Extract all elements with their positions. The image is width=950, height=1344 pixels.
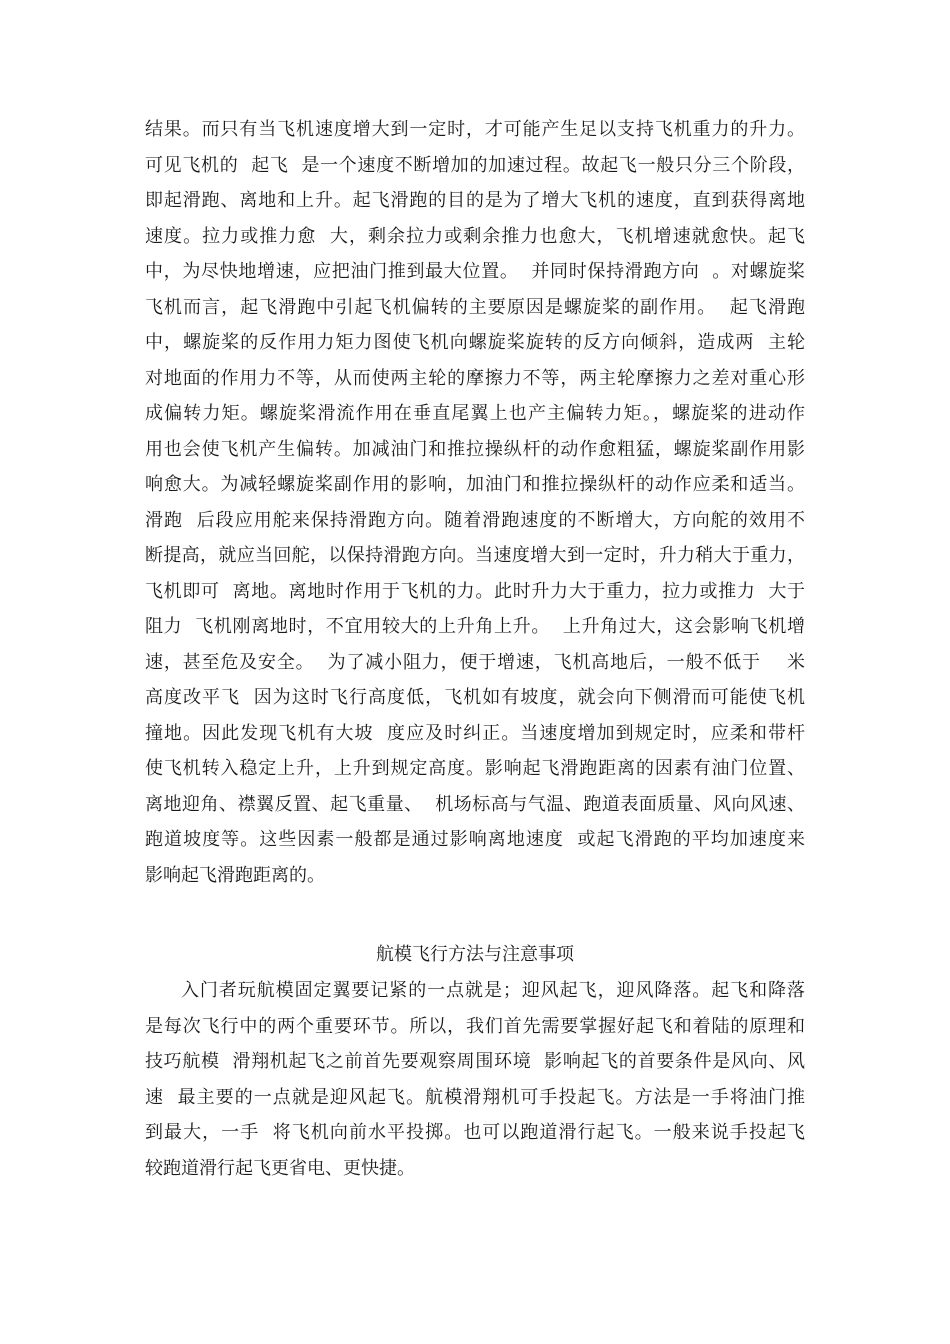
paragraph-model-flight bbox=[145, 973, 805, 1186]
text-line: 高度改平飞 因为这时飞行高度低，飞机如有坡度，就会向下侧滑而可能使飞机 bbox=[145, 687, 805, 708]
text-line: 跑道坡度等。这些因素一般都是通过影响离地速度 或起飞滑跑的平均加速度来 bbox=[145, 829, 805, 850]
text-line: 用也会使飞机产生偏转。加减油门和推拉操纵杆的动作愈粗猛，螺旋桨副作用影 bbox=[145, 438, 805, 460]
text-line: 影响起飞滑跑距离的。 bbox=[145, 864, 325, 886]
text-line: 成偏转力矩。螺旋桨滑流作用在垂直尾翼上也产主偏转力矩。，螺旋桨的进动作 bbox=[145, 403, 805, 424]
text-line: 速度。拉力或推力愈 大，剩余拉力或剩余推力也愈大，飞机增速就愈快。起飞 bbox=[145, 225, 805, 247]
text-line: 到最大，一手 将飞机向前水平投掷。也可以跑道滑行起飞。一般来说手投起飞 bbox=[145, 1122, 805, 1143]
text-line: 离地迎角、襟翼反置、起飞重量、 机场标高与气温、跑道表面质量、风向风速、 bbox=[145, 793, 805, 815]
text-line: 入门者玩航模固定翼要记紧的一点就是；迎风起飞，迎风降落。起飞和降落 bbox=[181, 980, 805, 1001]
text-line: 撞地。因此发现飞机有大坡 度应及时纠正。当速度增加到规定时，应柔和带杆 bbox=[145, 722, 805, 744]
text-line: 阻力 飞机刚离地时，不宜用较大的上升角上升。 上升角过大，这会影响飞机增 bbox=[145, 616, 805, 637]
text-line: 可见飞机的 起飞 是一个速度不断增加的加速过程。故起飞一般只分三个阶段， bbox=[145, 154, 805, 176]
text-line: 对地面的作用力不等，从而使两主轮的摩擦力不等，两主轮摩擦力之差对重心形 bbox=[145, 367, 805, 389]
text-line: 较跑道滑行起飞更省电、更快捷。 bbox=[145, 1157, 415, 1179]
text-line: 结果。而只有当飞机速度增大到一定时，才可能产生足以支持飞机重力的升力。 bbox=[145, 119, 805, 140]
text-line: 响愈大。为减轻螺旋桨副作用的影响，加油门和推拉操纵杆的动作应柔和适当。 bbox=[145, 474, 805, 495]
text-line: 速 最主要的一点就是迎风起飞。航模滑翔机可手投起飞。方法是一手将油门推 bbox=[145, 1086, 805, 1108]
text-line: 技巧航模 滑翔机起飞之前首先要观察周围环境 影响起飞的首要条件是风向、风 bbox=[145, 1051, 805, 1072]
text-line: 即起滑跑、离地和上升。起飞滑跑的目的是为了增大飞机的速度，直到获得离地 bbox=[145, 190, 805, 211]
text-line: 中，为尽快地增速，应把油门推到最大位置。 并同时保持滑跑方向 。对螺旋桨 bbox=[145, 261, 805, 282]
paragraph-takeoff bbox=[145, 112, 805, 893]
text-line: 速，甚至危及安全。 为了减小阻力，便于增速，飞机高地后，一般不低于 米 bbox=[145, 651, 805, 673]
text-line: 断提高，就应当回舵，以保持滑跑方向。当速度增大到一定时，升力稍大于重力， bbox=[145, 545, 805, 566]
text-line: 滑跑 后段应用舵来保持滑跑方向。随着滑跑速度的不断增大，方向舵的效用不 bbox=[145, 509, 805, 531]
section-heading: 航模飞行方法与注意事项 bbox=[376, 944, 574, 965]
text-line: 飞机而言，起飞滑跑中引起飞机偏转的主要原因是螺旋桨的副作用。 起飞滑跑 bbox=[145, 296, 805, 318]
text-line: 使飞机转入稳定上升，上升到规定高度。影响起飞滑跑距离的因素有油门位置、 bbox=[145, 758, 805, 779]
text-line: 飞机即可 离地。离地时作用于飞机的力。此时升力大于重力，拉力或推力 大于 bbox=[145, 580, 805, 602]
text-line: 是每次飞行中的两个重要环节。所以，我们首先需要掌握好起飞和着陆的原理和 bbox=[145, 1015, 805, 1037]
text-line: 中，螺旋桨的反作用力矩力图使飞机向螺旋桨旋转的反方向倾斜，造成两 主轮 bbox=[145, 332, 805, 353]
